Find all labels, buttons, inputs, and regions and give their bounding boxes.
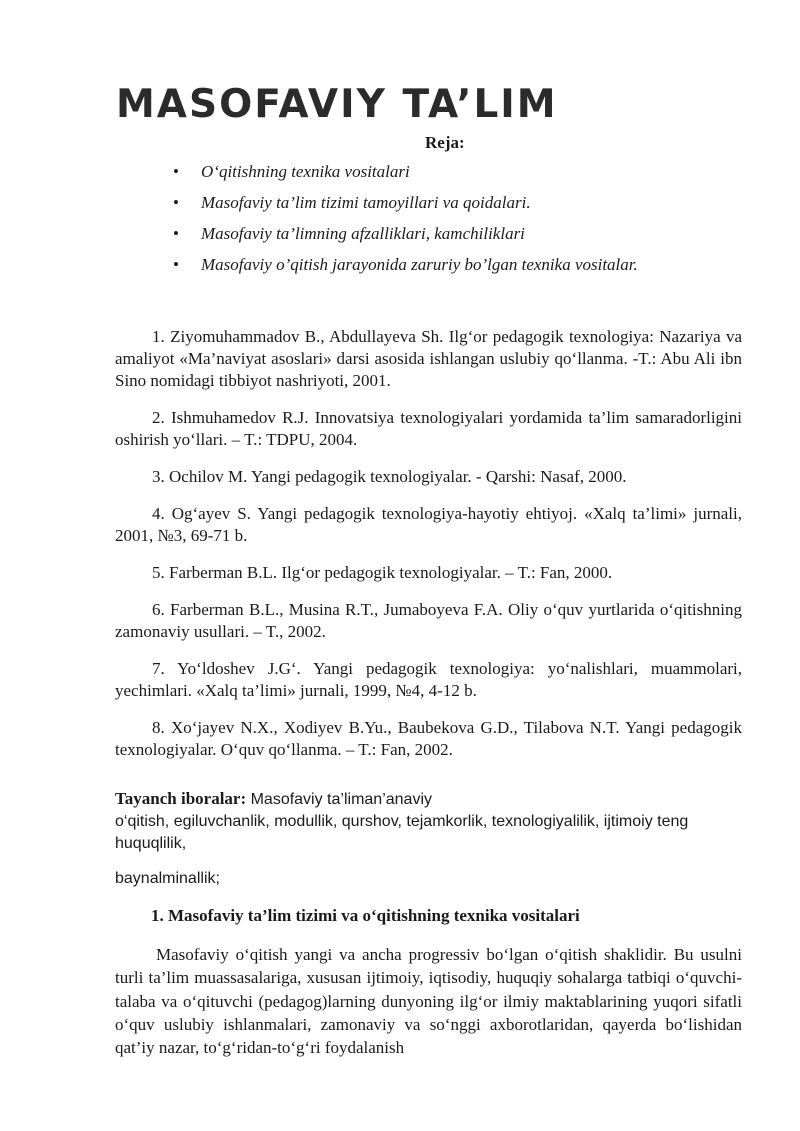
keywords-line-2: o‘qitish, egiluvchanlik, modullik, qurshov, tejamkorlik, texnologiyalilik, ijtimoiy teng huquqlilik, bbox=[115, 813, 689, 852]
plan-item-text: Masofaviy ta’lim tizimi tamoyillari va qoidalari. bbox=[201, 193, 531, 212]
reference-item: 6. Farberman B.L., Musina R.T., Jumaboyeva F.A. Oliy o‘quv yurtlarida o‘qitishning zamonaviy usullari. – T., 2002. bbox=[115, 600, 742, 641]
keywords-block bbox=[115, 788, 755, 855]
plan-item bbox=[170, 222, 638, 253]
body-paragraph: Masofaviy o‘qitish yangi va ancha progressiv bo‘lgan o‘qitish shaklidir. Bu usulni turli ta’lim muassasalariga, xususan ijtimoiy, iqtisodiy, huquqiy sohalarga tatbiqi o‘quvchi-talaba va o‘qituvchi (pedagog)larning dunyoning ilg‘or ilmiy maktablarining yuqori sifatli o‘quv uslubiy ishlanmalari, zamonaviy va so‘nggi axborotlaridan, qayerda bo‘lishidan qat’iy nazar, to‘g‘ridan-to‘g‘ri foydalanish bbox=[115, 945, 742, 1058]
reference-item: 8. Xo‘jayev N.X., Xodiyev B.Yu., Baubekova G.D., Tilabova N.T. Yangi pedagogik texnologiyalar. O‘quv qo‘llanma. – T.: Fan, 2002. bbox=[115, 718, 742, 759]
bullet-icon: • bbox=[173, 224, 179, 243]
keywords-tail: baynalminallik; bbox=[115, 870, 220, 887]
plan-item bbox=[170, 191, 638, 222]
plan-item bbox=[170, 253, 638, 284]
plan-item-text: Masofaviy o’qitish jarayonida zaruriy bo’lgan texnika vositalar. bbox=[201, 255, 638, 274]
plan-list bbox=[170, 160, 638, 284]
reference-list bbox=[115, 326, 742, 776]
reference-item: 7. Yo‘ldoshev J.G‘. Yangi pedagogik texnologiya: yo‘nalishlari, muammolari, yechimlari. «Xalq ta’limi» jurnali, 1999, №4, 4-12 b. bbox=[115, 659, 742, 700]
document-title: MASOFAVIY TA’LIM bbox=[116, 82, 558, 127]
reference-item: 4. Og‘ayev S. Yangi pedagogik texnologiya-hayotiy ehtiyoj. «Xalq ta’limi» jurnali, 2001, №3, 69-71 b. bbox=[115, 504, 742, 545]
bullet-icon: • bbox=[173, 193, 179, 212]
plan-heading: Reja: bbox=[425, 133, 465, 152]
section-heading: 1. Masofaviy ta’lim tizimi va o‘qitishning texnika vositalari bbox=[151, 906, 580, 925]
reference-item: 2. Ishmuhamedov R.J. Innovatsiya texnologiyalari yordamida ta’lim samaradorligini oshirish yo‘llari. – T.: TDPU, 2004. bbox=[115, 408, 742, 449]
keywords-label: Tayanch iboralar: bbox=[115, 789, 247, 808]
reference-item: 1. Ziyomuhammadov B., Abdullayeva Sh. Ilg‘or pedagogik texnologiya: Nazariya va amaliyot «Ma’naviyat asoslari» darsi asosida ishlangan uslubiy qo‘llanma. -T.: Abu Ali ibn Sino nomidagi tibbiyot nashriyoti, 2001. bbox=[115, 327, 742, 390]
bullet-icon: • bbox=[173, 255, 179, 274]
plan-item bbox=[170, 160, 638, 191]
bullet-icon: • bbox=[173, 162, 179, 181]
plan-item-text: O‘qitishning texnika vositalari bbox=[201, 162, 410, 181]
keywords-line-1: Masofaviy ta’liman’anaviy bbox=[246, 791, 432, 808]
plan-item-text: Masofaviy ta’limning afzalliklari, kamchiliklari bbox=[201, 224, 525, 243]
reference-item: 5. Farberman B.L. Ilg‘or pedagogik texnologiyalar. – T.: Fan, 2000. bbox=[152, 563, 613, 582]
reference-item: 3. Ochilov M. Yangi pedagogik texnologiyalar. - Qarshi: Nasaf, 2000. bbox=[152, 467, 627, 486]
